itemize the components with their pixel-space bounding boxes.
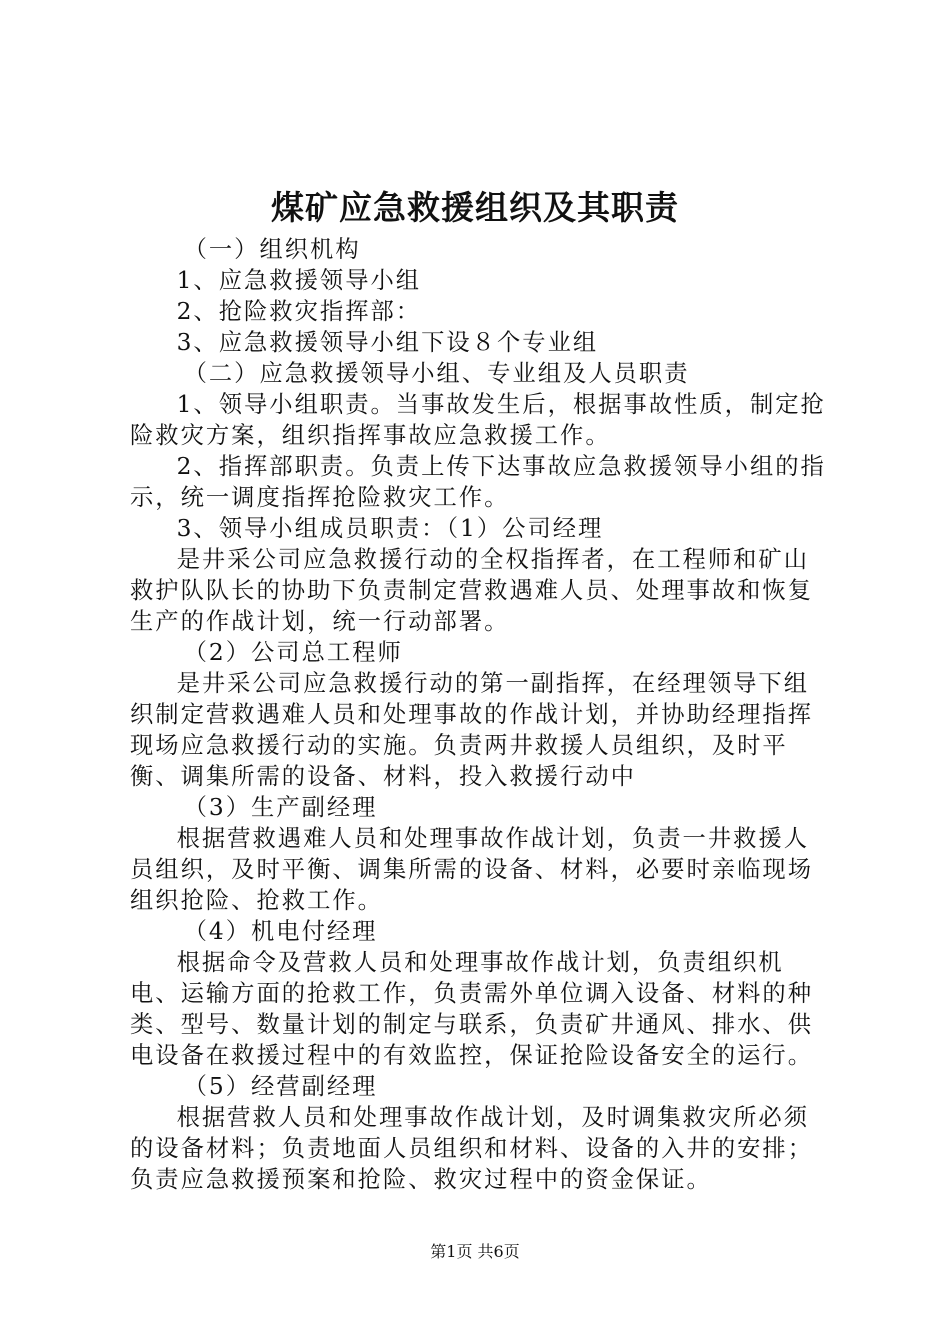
paragraph: 是井采公司应急救援行动的第一副指挥，在经理领导下组织制定营救遇难人员和处理事故的作战计划，并协助经理指挥现场应急救援行动的实施。负责两井救援人员组织，及时平衡、调集所需的设备、材料，投入救援行动中 [130,670,814,790]
section-heading: （二）应急救援领导小组、专业组及人员职责 [183,360,690,387]
paragraph: 根据营救遇难人员和处理事故作战计划，负责一井救援人员组织，及时平衡、调集所需的设备、材料，必要时亲临现场组织抢险、抢救工作。 [130,825,814,914]
subsection-heading: （2）公司总工程师 [183,639,403,666]
paragraph: 2、指挥部职责。负责上传下达事故应急救援领导小组的指示，统一调度指挥抢险救灾工作。 [130,453,826,511]
document-title: 煤矿应急救援组织及其职责 [271,188,679,227]
paragraph: 根据命令及营救人员和处理事故作战计划，负责组织机电、运输方面的抢救工作，负责需外单位调入设备、材料的种类、型号、数量计划的制定与联系，负责矿井通风、排水、供电设备在救援过程中的有效监控，保证抢险设备安全的运行。 [130,949,814,1069]
page-footer: 第1页 共6页 [430,1242,520,1261]
paragraph: 根据营救人员和处理事故作战计划，及时调集救灾所必须的设备材料；负责地面人员组织和材料、设备的入井的安排；负责应急救援预案和抢险、救灾过程中的资金保证。 [130,1104,814,1193]
section-heading: （一）组织机构 [183,236,361,263]
subsection-heading: （4）机电付经理 [183,918,378,945]
paragraph: 是井采公司应急救援行动的全权指挥者，在工程师和矿山救护队队长的协助下负责制定营救遇难人员、处理事故和恢复生产的作战计划，统一行动部署。 [130,546,814,635]
list-item: 3、应急救援领导小组下设８个专业组 [176,329,599,356]
document-body [130,234,830,1195]
list-item: 2、抢险救灾指挥部： [176,298,422,325]
paragraph: 3、领导小组成员职责：（1）公司经理 [176,515,604,542]
paragraph: 1、领导小组职责。当事故发生后，根据事故性质，制定抢险救灾方案，组织指挥事故应急救援工作。 [130,391,826,449]
subsection-heading: （3）生产副经理 [183,794,378,821]
subsection-heading: （5）经营副经理 [183,1073,378,1100]
list-item: 1、应急救援领导小组 [176,267,422,294]
